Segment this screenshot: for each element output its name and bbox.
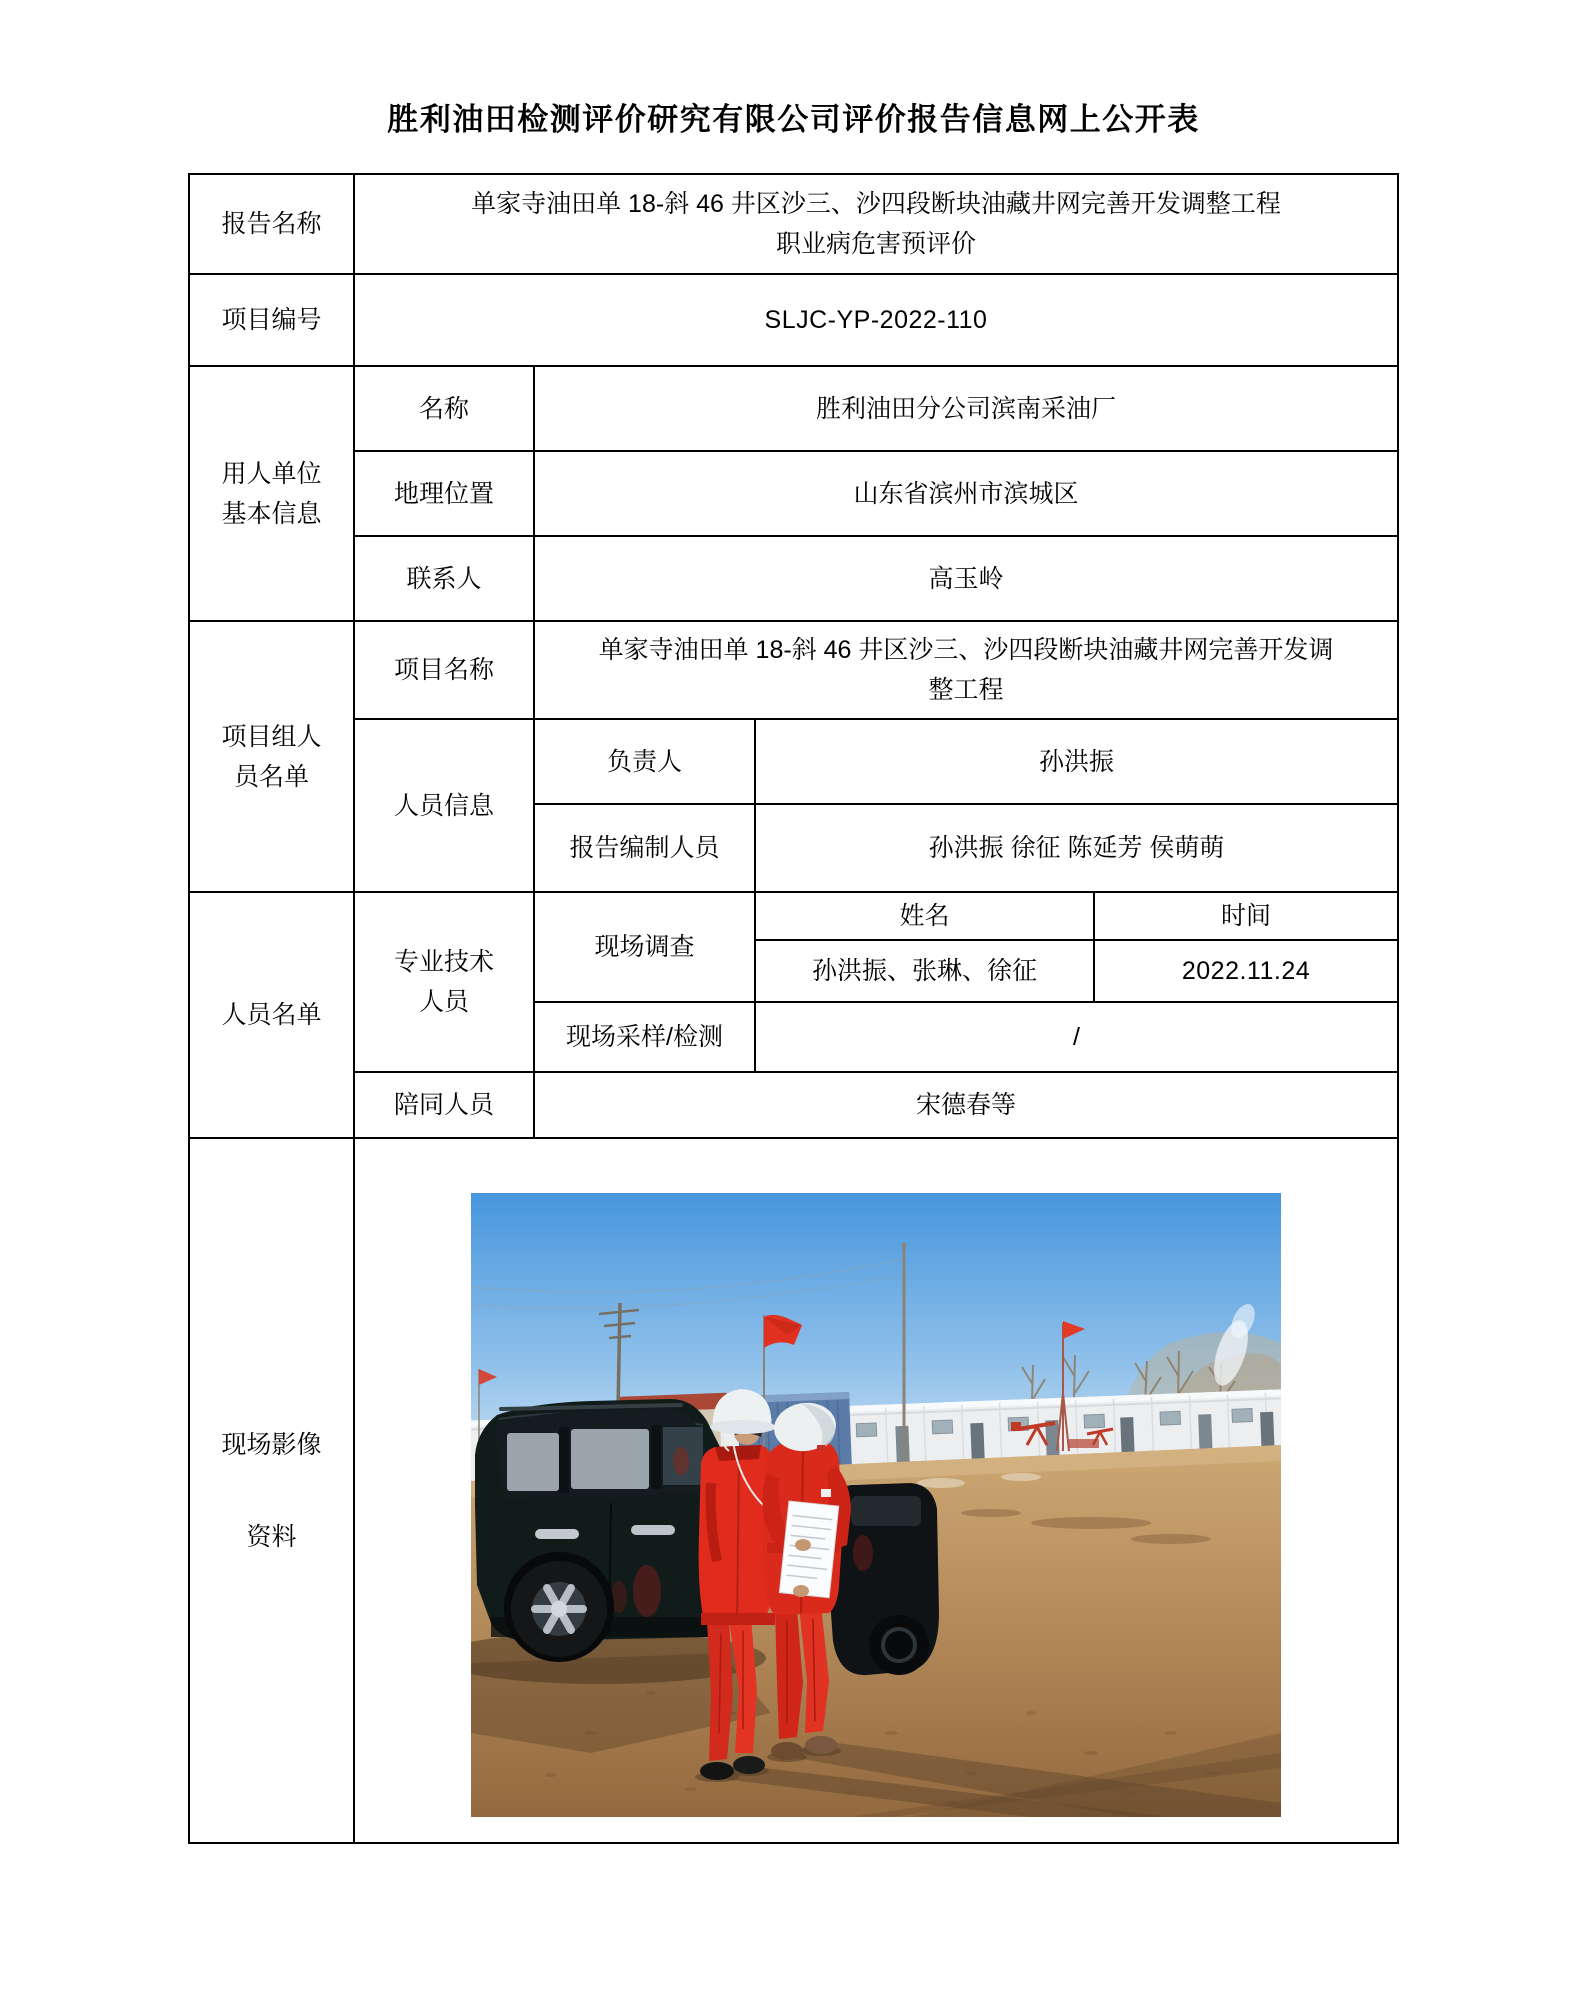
roster-sampling-label: 现场采样/检测 — [534, 1002, 755, 1072]
team-project-name-label: 项目名称 — [354, 621, 534, 719]
team-personnel-label: 人员信息 — [354, 719, 534, 892]
roster-escort-value: 宋德春等 — [534, 1072, 1398, 1138]
employer-contact-value: 高玉岭 — [534, 536, 1398, 621]
project-no-value: SLJC-YP-2022-110 — [354, 274, 1398, 366]
roster-time-header: 时间 — [1094, 892, 1398, 940]
team-compilers-value: 孙洪振 徐征 陈延芳 侯萌萌 — [755, 804, 1398, 892]
employer-name-value: 胜利油田分公司滨南采油厂 — [534, 366, 1398, 451]
employer-name-label: 名称 — [354, 366, 534, 451]
roster-survey-label: 现场调查 — [534, 892, 755, 1002]
site-photo-cell — [354, 1138, 1398, 1843]
employer-contact-label: 联系人 — [354, 536, 534, 621]
public-disclosure-table — [188, 173, 1399, 1844]
team-compilers-label: 报告编制人员 — [534, 804, 755, 892]
roster-escort-label: 陪同人员 — [354, 1072, 534, 1138]
report-name-label: 报告名称 — [189, 174, 354, 274]
suv — [475, 1399, 725, 1662]
roster-tech-label: 专业技术 人员 — [354, 892, 534, 1072]
employer-location-label: 地理位置 — [354, 451, 534, 536]
team-leader-label: 负责人 — [534, 719, 755, 804]
roster-survey-names: 孙洪振、张琳、徐征 — [755, 940, 1094, 1002]
site-photo — [471, 1193, 1281, 1817]
suv-wheel — [504, 1552, 614, 1662]
roster-survey-time: 2022.11.24 — [1094, 940, 1398, 1002]
team-project-name-value: 单家寺油田单 18-斜 46 井区沙三、沙四段断块油藏井网完善开发调 整工程 — [534, 621, 1398, 719]
employer-location-value: 山东省滨州市滨城区 — [534, 451, 1398, 536]
page-title: 胜利油田检测评价研究有限公司评价报告信息网上公开表 — [387, 102, 1200, 137]
team-section-label: 项目组人 员名单 — [189, 621, 354, 892]
roster-section-label: 人员名单 — [189, 892, 354, 1138]
roster-name-header: 姓名 — [755, 892, 1094, 940]
project-no-label: 项目编号 — [189, 274, 354, 366]
document-paper — [779, 1501, 838, 1598]
report-name-value: 单家寺油田单 18-斜 46 井区沙三、沙四段断块油藏井网完善开发调整工程 职业病危害预评价 — [354, 174, 1398, 274]
team-leader-value: 孙洪振 — [755, 719, 1398, 804]
roster-sampling-value: / — [755, 1002, 1398, 1072]
employer-section-label: 用人单位 基本信息 — [189, 366, 354, 621]
media-section-label: 现场影像 资料 — [189, 1138, 354, 1843]
